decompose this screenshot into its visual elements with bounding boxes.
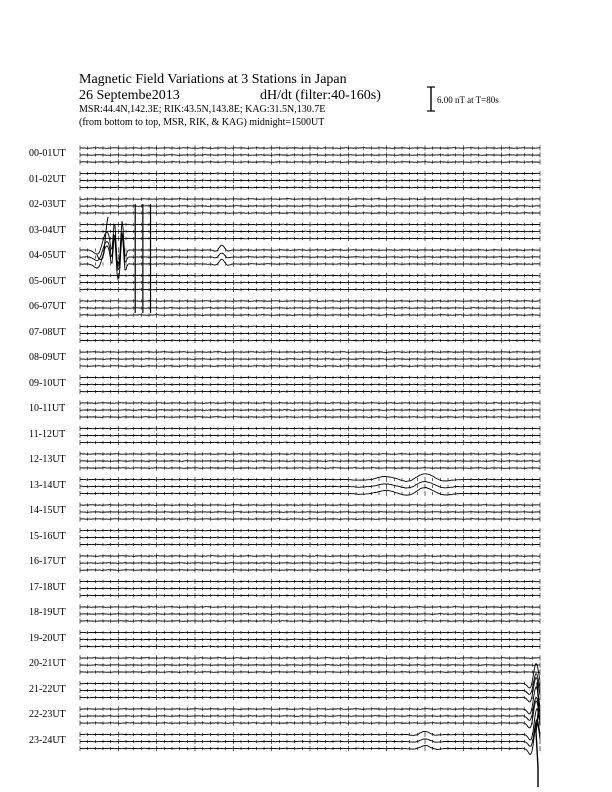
chart-quantity: dH/dt (filter:40-160s) <box>260 88 381 103</box>
hour-label: 06-07UT <box>29 301 66 312</box>
hour-label: 09-10UT <box>29 377 66 389</box>
trace-kag <box>80 581 540 582</box>
hour-label: 12-13UT <box>29 454 66 465</box>
hour-label: 14-15UT <box>29 505 66 516</box>
trace-msr <box>80 672 540 673</box>
trace-kag <box>80 607 540 608</box>
trace-kag <box>80 148 540 149</box>
hour-label: 17-18UT <box>29 581 66 593</box>
chart-date: 26 Septembe2013 <box>79 88 180 103</box>
trace-rik <box>80 282 540 283</box>
hour-label: 07-08UT <box>29 326 66 338</box>
trace-rik <box>80 384 540 385</box>
trace-msr <box>80 162 540 163</box>
trace-rik <box>80 155 540 156</box>
trace-msr <box>80 391 540 392</box>
trace-rik <box>80 665 540 666</box>
trace-rik <box>80 308 540 309</box>
hour-label: 01-02UT <box>29 173 66 185</box>
trace-msr <box>80 417 540 418</box>
trace-kag <box>80 173 540 174</box>
trace-msr <box>80 544 540 545</box>
trace-kag <box>80 505 540 506</box>
trace-kag <box>80 275 540 276</box>
trace-msr <box>80 646 540 647</box>
trace-kag <box>80 199 540 200</box>
hour-label: 18-19UT <box>29 607 66 618</box>
hour-label: 13-14UT <box>29 479 66 491</box>
trace-rik <box>80 614 540 615</box>
trace-msr <box>80 595 540 596</box>
hour-label: 03-04UT <box>29 224 66 236</box>
hour-label: 08-09UT <box>29 352 66 363</box>
trace-kag <box>80 403 540 404</box>
trace-msr <box>80 238 540 239</box>
trace-msr <box>80 570 540 571</box>
hour-label: 15-16UT <box>29 530 66 542</box>
trace-rik <box>80 410 540 411</box>
trace-rik <box>80 461 540 462</box>
trace-kag <box>80 658 540 659</box>
trace-msr <box>80 366 540 367</box>
hour-label: 19-20UT <box>29 632 66 644</box>
trace-msr <box>80 621 540 622</box>
trace-kag <box>80 632 540 633</box>
hour-label: 20-21UT <box>29 658 66 669</box>
hour-label: 02-03UT <box>29 199 66 210</box>
trace-kag <box>80 326 540 327</box>
trace-kag <box>80 454 540 455</box>
trace-rik <box>80 435 540 436</box>
hour-label: 22-23UT <box>29 709 66 720</box>
hour-label: 23-24UT <box>29 734 66 746</box>
trace-kag <box>80 352 540 353</box>
station-order-note: (from bottom to top, MSR, RIK, & KAG) midnight=1500UT <box>79 117 325 128</box>
trace-msr <box>80 519 540 520</box>
hour-label: 21-22UT <box>29 683 66 695</box>
trace-msr <box>80 315 540 316</box>
hour-label: 04-05UT <box>29 250 66 261</box>
trace-kag <box>80 428 540 429</box>
hour-label: 05-06UT <box>29 275 66 287</box>
chart-title: Magnetic Field Variations at 3 Stations in Japan <box>79 72 347 87</box>
trace-msr <box>80 340 540 341</box>
trace-rik <box>80 537 540 538</box>
scale-label: 6.00 nT at T=80s <box>437 95 499 105</box>
station-coordinates: MSR:44.4N,142.3E; RIK:43.5N,143.8E; KAG:31.5N,130.7E <box>79 104 326 115</box>
trace-rik <box>80 231 540 232</box>
trace-msr <box>80 442 540 443</box>
hour-label: 00-01UT <box>29 148 66 159</box>
trace-kag <box>80 530 540 531</box>
trace-msr <box>80 213 540 214</box>
hour-label: 11-12UT <box>29 428 66 440</box>
hour-label: 10-11UT <box>29 403 66 414</box>
hour-label: 16-17UT <box>29 556 66 567</box>
trace-msr <box>80 187 540 188</box>
